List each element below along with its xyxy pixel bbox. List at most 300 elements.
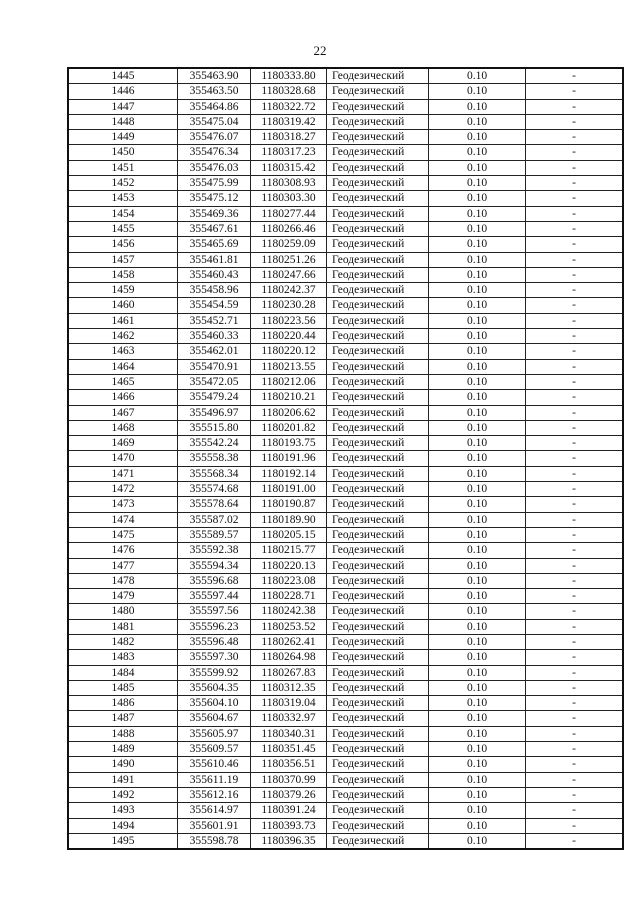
table-row bbox=[68, 191, 623, 206]
note-cell: - bbox=[526, 298, 624, 313]
y-coordinate-cell: 1180340.31 bbox=[251, 726, 327, 741]
x-coordinate-cell: 355465.69 bbox=[178, 237, 251, 252]
accuracy-cell: 0.10 bbox=[429, 726, 526, 741]
table-row bbox=[68, 482, 623, 497]
x-coordinate-cell: 355475.12 bbox=[178, 191, 251, 206]
point-number-cell: 1492 bbox=[68, 787, 178, 802]
point-number-cell: 1458 bbox=[68, 267, 178, 282]
y-coordinate-cell: 1180190.87 bbox=[251, 497, 327, 512]
accuracy-cell: 0.10 bbox=[429, 482, 526, 497]
y-coordinate-cell: 1180242.37 bbox=[251, 283, 327, 298]
note-cell: - bbox=[526, 344, 624, 359]
accuracy-cell: 0.10 bbox=[429, 221, 526, 236]
table-row bbox=[68, 420, 623, 435]
table-row bbox=[68, 206, 623, 221]
point-number-cell: 1477 bbox=[68, 558, 178, 573]
accuracy-cell: 0.10 bbox=[429, 84, 526, 99]
method-cell: Геодезический bbox=[327, 634, 429, 649]
note-cell: - bbox=[526, 359, 624, 374]
x-coordinate-cell: 355454.59 bbox=[178, 298, 251, 313]
point-number-cell: 1459 bbox=[68, 283, 178, 298]
note-cell: - bbox=[526, 84, 624, 99]
table-row bbox=[68, 833, 623, 849]
point-number-cell: 1487 bbox=[68, 711, 178, 726]
note-cell: - bbox=[526, 313, 624, 328]
point-number-cell: 1493 bbox=[68, 803, 178, 818]
note-cell: - bbox=[526, 130, 624, 145]
method-cell: Геодезический bbox=[327, 818, 429, 833]
y-coordinate-cell: 1180191.96 bbox=[251, 451, 327, 466]
table-row bbox=[68, 313, 623, 328]
method-cell: Геодезический bbox=[327, 191, 429, 206]
page-number: 22 bbox=[313, 43, 327, 58]
note-cell: - bbox=[526, 68, 624, 84]
table-row bbox=[68, 176, 623, 191]
note-cell: - bbox=[526, 803, 624, 818]
point-number-cell: 1468 bbox=[68, 420, 178, 435]
x-coordinate-cell: 355609.57 bbox=[178, 742, 251, 757]
y-coordinate-cell: 1180303.30 bbox=[251, 191, 327, 206]
point-number-cell: 1478 bbox=[68, 573, 178, 588]
table-row bbox=[68, 558, 623, 573]
method-cell: Геодезический bbox=[327, 482, 429, 497]
point-number-cell: 1463 bbox=[68, 344, 178, 359]
y-coordinate-cell: 1180356.51 bbox=[251, 757, 327, 772]
point-number-cell: 1485 bbox=[68, 680, 178, 695]
note-cell: - bbox=[526, 176, 624, 191]
table-row bbox=[68, 726, 623, 741]
x-coordinate-cell: 355601.91 bbox=[178, 818, 251, 833]
point-number-cell: 1483 bbox=[68, 650, 178, 665]
x-coordinate-cell: 355596.48 bbox=[178, 634, 251, 649]
x-coordinate-cell: 355596.23 bbox=[178, 619, 251, 634]
x-coordinate-cell: 355596.68 bbox=[178, 573, 251, 588]
accuracy-cell: 0.10 bbox=[429, 145, 526, 160]
note-cell: - bbox=[526, 482, 624, 497]
point-number-cell: 1470 bbox=[68, 451, 178, 466]
y-coordinate-cell: 1180220.44 bbox=[251, 329, 327, 344]
point-number-cell: 1469 bbox=[68, 436, 178, 451]
y-coordinate-cell: 1180223.08 bbox=[251, 573, 327, 588]
x-coordinate-cell: 355460.33 bbox=[178, 329, 251, 344]
accuracy-cell: 0.10 bbox=[429, 680, 526, 695]
table-row bbox=[68, 772, 623, 787]
y-coordinate-cell: 1180351.45 bbox=[251, 742, 327, 757]
point-number-cell: 1471 bbox=[68, 466, 178, 481]
accuracy-cell: 0.10 bbox=[429, 466, 526, 481]
accuracy-cell: 0.10 bbox=[429, 130, 526, 145]
point-number-cell: 1450 bbox=[68, 145, 178, 160]
y-coordinate-cell: 1180247.66 bbox=[251, 267, 327, 282]
point-number-cell: 1494 bbox=[68, 818, 178, 833]
note-cell: - bbox=[526, 206, 624, 221]
method-cell: Геодезический bbox=[327, 451, 429, 466]
note-cell: - bbox=[526, 650, 624, 665]
accuracy-cell: 0.10 bbox=[429, 619, 526, 634]
method-cell: Геодезический bbox=[327, 619, 429, 634]
table-row bbox=[68, 619, 623, 634]
point-number-cell: 1453 bbox=[68, 191, 178, 206]
point-number-cell: 1451 bbox=[68, 160, 178, 175]
note-cell: - bbox=[526, 558, 624, 573]
point-number-cell: 1473 bbox=[68, 497, 178, 512]
x-coordinate-cell: 355598.78 bbox=[178, 833, 251, 849]
accuracy-cell: 0.10 bbox=[429, 604, 526, 619]
x-coordinate-cell: 355475.04 bbox=[178, 114, 251, 129]
table-row bbox=[68, 711, 623, 726]
y-coordinate-cell: 1180370.99 bbox=[251, 772, 327, 787]
y-coordinate-cell: 1180277.44 bbox=[251, 206, 327, 221]
note-cell: - bbox=[526, 711, 624, 726]
table-row bbox=[68, 160, 623, 175]
accuracy-cell: 0.10 bbox=[429, 237, 526, 252]
x-coordinate-cell: 355597.56 bbox=[178, 604, 251, 619]
x-coordinate-cell: 355475.99 bbox=[178, 176, 251, 191]
y-coordinate-cell: 1180308.93 bbox=[251, 176, 327, 191]
point-number-cell: 1462 bbox=[68, 329, 178, 344]
x-coordinate-cell: 355605.97 bbox=[178, 726, 251, 741]
method-cell: Геодезический bbox=[327, 436, 429, 451]
x-coordinate-cell: 355469.36 bbox=[178, 206, 251, 221]
accuracy-cell: 0.10 bbox=[429, 527, 526, 542]
y-coordinate-cell: 1180213.55 bbox=[251, 359, 327, 374]
table-row bbox=[68, 267, 623, 282]
method-cell: Геодезический bbox=[327, 130, 429, 145]
table-row bbox=[68, 114, 623, 129]
x-coordinate-cell: 355614.97 bbox=[178, 803, 251, 818]
table-row bbox=[68, 99, 623, 114]
method-cell: Геодезический bbox=[327, 742, 429, 757]
x-coordinate-cell: 355604.67 bbox=[178, 711, 251, 726]
y-coordinate-cell: 1180192.14 bbox=[251, 466, 327, 481]
accuracy-cell: 0.10 bbox=[429, 390, 526, 405]
accuracy-cell: 0.10 bbox=[429, 160, 526, 175]
table-row bbox=[68, 604, 623, 619]
x-coordinate-cell: 355568.34 bbox=[178, 466, 251, 481]
x-coordinate-cell: 355461.81 bbox=[178, 252, 251, 267]
accuracy-cell: 0.10 bbox=[429, 359, 526, 374]
method-cell: Геодезический bbox=[327, 803, 429, 818]
note-cell: - bbox=[526, 757, 624, 772]
method-cell: Геодезический bbox=[327, 145, 429, 160]
method-cell: Геодезический bbox=[327, 237, 429, 252]
accuracy-cell: 0.10 bbox=[429, 665, 526, 680]
point-number-cell: 1464 bbox=[68, 359, 178, 374]
note-cell: - bbox=[526, 573, 624, 588]
x-coordinate-cell: 355574.68 bbox=[178, 482, 251, 497]
table-row bbox=[68, 374, 623, 389]
table-row bbox=[68, 787, 623, 802]
table-row bbox=[68, 543, 623, 558]
point-number-cell: 1465 bbox=[68, 374, 178, 389]
accuracy-cell: 0.10 bbox=[429, 512, 526, 527]
x-coordinate-cell: 355578.64 bbox=[178, 497, 251, 512]
note-cell: - bbox=[526, 191, 624, 206]
method-cell: Геодезический bbox=[327, 665, 429, 680]
table-row bbox=[68, 803, 623, 818]
method-cell: Геодезический bbox=[327, 833, 429, 849]
accuracy-cell: 0.10 bbox=[429, 344, 526, 359]
x-coordinate-cell: 355452.71 bbox=[178, 313, 251, 328]
method-cell: Геодезический bbox=[327, 711, 429, 726]
y-coordinate-cell: 1180193.75 bbox=[251, 436, 327, 451]
y-coordinate-cell: 1180220.13 bbox=[251, 558, 327, 573]
method-cell: Геодезический bbox=[327, 329, 429, 344]
method-cell: Геодезический bbox=[327, 405, 429, 420]
coordinates-table-body bbox=[68, 68, 623, 849]
note-cell: - bbox=[526, 267, 624, 282]
accuracy-cell: 0.10 bbox=[429, 99, 526, 114]
accuracy-cell: 0.10 bbox=[429, 711, 526, 726]
method-cell: Геодезический bbox=[327, 757, 429, 772]
point-number-cell: 1480 bbox=[68, 604, 178, 619]
note-cell: - bbox=[526, 772, 624, 787]
x-coordinate-cell: 355476.34 bbox=[178, 145, 251, 160]
note-cell: - bbox=[526, 604, 624, 619]
point-number-cell: 1482 bbox=[68, 634, 178, 649]
y-coordinate-cell: 1180212.06 bbox=[251, 374, 327, 389]
note-cell: - bbox=[526, 451, 624, 466]
note-cell: - bbox=[526, 99, 624, 114]
y-coordinate-cell: 1180391.24 bbox=[251, 803, 327, 818]
accuracy-cell: 0.10 bbox=[429, 573, 526, 588]
point-number-cell: 1484 bbox=[68, 665, 178, 680]
note-cell: - bbox=[526, 696, 624, 711]
y-coordinate-cell: 1180251.26 bbox=[251, 252, 327, 267]
point-number-cell: 1486 bbox=[68, 696, 178, 711]
y-coordinate-cell: 1180215.77 bbox=[251, 543, 327, 558]
y-coordinate-cell: 1180266.46 bbox=[251, 221, 327, 236]
point-number-cell: 1491 bbox=[68, 772, 178, 787]
y-coordinate-cell: 1180189.90 bbox=[251, 512, 327, 527]
x-coordinate-cell: 355558.38 bbox=[178, 451, 251, 466]
table-row bbox=[68, 390, 623, 405]
note-cell: - bbox=[526, 390, 624, 405]
accuracy-cell: 0.10 bbox=[429, 405, 526, 420]
x-coordinate-cell: 355597.44 bbox=[178, 589, 251, 604]
note-cell: - bbox=[526, 634, 624, 649]
coordinates-table bbox=[67, 67, 624, 850]
x-coordinate-cell: 355515.80 bbox=[178, 420, 251, 435]
accuracy-cell: 0.10 bbox=[429, 191, 526, 206]
y-coordinate-cell: 1180253.52 bbox=[251, 619, 327, 634]
accuracy-cell: 0.10 bbox=[429, 114, 526, 129]
accuracy-cell: 0.10 bbox=[429, 329, 526, 344]
method-cell: Геодезический bbox=[327, 558, 429, 573]
accuracy-cell: 0.10 bbox=[429, 313, 526, 328]
accuracy-cell: 0.10 bbox=[429, 420, 526, 435]
method-cell: Геодезический bbox=[327, 604, 429, 619]
y-coordinate-cell: 1180264.98 bbox=[251, 650, 327, 665]
accuracy-cell: 0.10 bbox=[429, 742, 526, 757]
y-coordinate-cell: 1180319.04 bbox=[251, 696, 327, 711]
accuracy-cell: 0.10 bbox=[429, 436, 526, 451]
x-coordinate-cell: 355604.10 bbox=[178, 696, 251, 711]
x-coordinate-cell: 355463.90 bbox=[178, 68, 251, 84]
accuracy-cell: 0.10 bbox=[429, 757, 526, 772]
note-cell: - bbox=[526, 329, 624, 344]
method-cell: Геодезический bbox=[327, 176, 429, 191]
accuracy-cell: 0.10 bbox=[429, 374, 526, 389]
point-number-cell: 1479 bbox=[68, 589, 178, 604]
table-row bbox=[68, 818, 623, 833]
point-number-cell: 1472 bbox=[68, 482, 178, 497]
table-row bbox=[68, 665, 623, 680]
accuracy-cell: 0.10 bbox=[429, 558, 526, 573]
y-coordinate-cell: 1180396.35 bbox=[251, 833, 327, 849]
y-coordinate-cell: 1180206.62 bbox=[251, 405, 327, 420]
accuracy-cell: 0.10 bbox=[429, 634, 526, 649]
note-cell: - bbox=[526, 619, 624, 634]
y-coordinate-cell: 1180312.35 bbox=[251, 680, 327, 695]
point-number-cell: 1495 bbox=[68, 833, 178, 849]
accuracy-cell: 0.10 bbox=[429, 818, 526, 833]
y-coordinate-cell: 1180228.71 bbox=[251, 589, 327, 604]
point-number-cell: 1476 bbox=[68, 543, 178, 558]
method-cell: Геодезический bbox=[327, 650, 429, 665]
point-number-cell: 1461 bbox=[68, 313, 178, 328]
table-row bbox=[68, 436, 623, 451]
x-coordinate-cell: 355463.50 bbox=[178, 84, 251, 99]
x-coordinate-cell: 355612.16 bbox=[178, 787, 251, 802]
point-number-cell: 1446 bbox=[68, 84, 178, 99]
method-cell: Геодезический bbox=[327, 420, 429, 435]
accuracy-cell: 0.10 bbox=[429, 206, 526, 221]
method-cell: Геодезический bbox=[327, 573, 429, 588]
y-coordinate-cell: 1180259.09 bbox=[251, 237, 327, 252]
x-coordinate-cell: 355460.43 bbox=[178, 267, 251, 282]
x-coordinate-cell: 355542.24 bbox=[178, 436, 251, 451]
table-row bbox=[68, 527, 623, 542]
table-row bbox=[68, 512, 623, 527]
table-row bbox=[68, 650, 623, 665]
note-cell: - bbox=[526, 405, 624, 420]
accuracy-cell: 0.10 bbox=[429, 696, 526, 711]
point-number-cell: 1452 bbox=[68, 176, 178, 191]
method-cell: Геодезический bbox=[327, 283, 429, 298]
x-coordinate-cell: 355599.92 bbox=[178, 665, 251, 680]
accuracy-cell: 0.10 bbox=[429, 787, 526, 802]
note-cell: - bbox=[526, 543, 624, 558]
table-row bbox=[68, 329, 623, 344]
note-cell: - bbox=[526, 665, 624, 680]
x-coordinate-cell: 355479.24 bbox=[178, 390, 251, 405]
method-cell: Геодезический bbox=[327, 497, 429, 512]
y-coordinate-cell: 1180319.42 bbox=[251, 114, 327, 129]
note-cell: - bbox=[526, 787, 624, 802]
y-coordinate-cell: 1180328.68 bbox=[251, 84, 327, 99]
method-cell: Геодезический bbox=[327, 772, 429, 787]
accuracy-cell: 0.10 bbox=[429, 298, 526, 313]
point-number-cell: 1460 bbox=[68, 298, 178, 313]
table-row bbox=[68, 221, 623, 236]
x-coordinate-cell: 355496.97 bbox=[178, 405, 251, 420]
y-coordinate-cell: 1180317.23 bbox=[251, 145, 327, 160]
accuracy-cell: 0.10 bbox=[429, 497, 526, 512]
y-coordinate-cell: 1180262.41 bbox=[251, 634, 327, 649]
note-cell: - bbox=[526, 374, 624, 389]
method-cell: Геодезический bbox=[327, 374, 429, 389]
method-cell: Геодезический bbox=[327, 390, 429, 405]
x-coordinate-cell: 355594.34 bbox=[178, 558, 251, 573]
y-coordinate-cell: 1180220.12 bbox=[251, 344, 327, 359]
note-cell: - bbox=[526, 589, 624, 604]
y-coordinate-cell: 1180267.83 bbox=[251, 665, 327, 680]
note-cell: - bbox=[526, 833, 624, 849]
method-cell: Геодезический bbox=[327, 160, 429, 175]
y-coordinate-cell: 1180201.82 bbox=[251, 420, 327, 435]
method-cell: Геодезический bbox=[327, 267, 429, 282]
accuracy-cell: 0.10 bbox=[429, 833, 526, 849]
note-cell: - bbox=[526, 680, 624, 695]
x-coordinate-cell: 355476.07 bbox=[178, 130, 251, 145]
table-row bbox=[68, 283, 623, 298]
point-number-cell: 1448 bbox=[68, 114, 178, 129]
y-coordinate-cell: 1180315.42 bbox=[251, 160, 327, 175]
table-row bbox=[68, 405, 623, 420]
y-coordinate-cell: 1180191.00 bbox=[251, 482, 327, 497]
x-coordinate-cell: 355462.01 bbox=[178, 344, 251, 359]
point-number-cell: 1490 bbox=[68, 757, 178, 772]
method-cell: Геодезический bbox=[327, 252, 429, 267]
note-cell: - bbox=[526, 497, 624, 512]
note-cell: - bbox=[526, 283, 624, 298]
accuracy-cell: 0.10 bbox=[429, 68, 526, 84]
method-cell: Геодезический bbox=[327, 206, 429, 221]
y-coordinate-cell: 1180210.21 bbox=[251, 390, 327, 405]
method-cell: Геодезический bbox=[327, 114, 429, 129]
method-cell: Геодезический bbox=[327, 589, 429, 604]
note-cell: - bbox=[526, 237, 624, 252]
method-cell: Геодезический bbox=[327, 726, 429, 741]
accuracy-cell: 0.10 bbox=[429, 451, 526, 466]
method-cell: Геодезический bbox=[327, 512, 429, 527]
note-cell: - bbox=[526, 466, 624, 481]
method-cell: Геодезический bbox=[327, 344, 429, 359]
note-cell: - bbox=[526, 726, 624, 741]
method-cell: Геодезический bbox=[327, 359, 429, 374]
table-row bbox=[68, 145, 623, 160]
x-coordinate-cell: 355467.61 bbox=[178, 221, 251, 236]
point-number-cell: 1489 bbox=[68, 742, 178, 757]
method-cell: Геодезический bbox=[327, 298, 429, 313]
accuracy-cell: 0.10 bbox=[429, 283, 526, 298]
x-coordinate-cell: 355597.30 bbox=[178, 650, 251, 665]
y-coordinate-cell: 1180230.28 bbox=[251, 298, 327, 313]
x-coordinate-cell: 355458.96 bbox=[178, 283, 251, 298]
note-cell: - bbox=[526, 420, 624, 435]
note-cell: - bbox=[526, 160, 624, 175]
point-number-cell: 1467 bbox=[68, 405, 178, 420]
point-number-cell: 1456 bbox=[68, 237, 178, 252]
point-number-cell: 1481 bbox=[68, 619, 178, 634]
accuracy-cell: 0.10 bbox=[429, 252, 526, 267]
method-cell: Геодезический bbox=[327, 221, 429, 236]
point-number-cell: 1455 bbox=[68, 221, 178, 236]
method-cell: Геодезический bbox=[327, 680, 429, 695]
table-row bbox=[68, 680, 623, 695]
x-coordinate-cell: 355470.91 bbox=[178, 359, 251, 374]
method-cell: Геодезический bbox=[327, 527, 429, 542]
table-row bbox=[68, 68, 623, 84]
table-row bbox=[68, 742, 623, 757]
y-coordinate-cell: 1180322.72 bbox=[251, 99, 327, 114]
accuracy-cell: 0.10 bbox=[429, 772, 526, 787]
table-row bbox=[68, 252, 623, 267]
accuracy-cell: 0.10 bbox=[429, 650, 526, 665]
y-coordinate-cell: 1180205.15 bbox=[251, 527, 327, 542]
x-coordinate-cell: 355464.86 bbox=[178, 99, 251, 114]
